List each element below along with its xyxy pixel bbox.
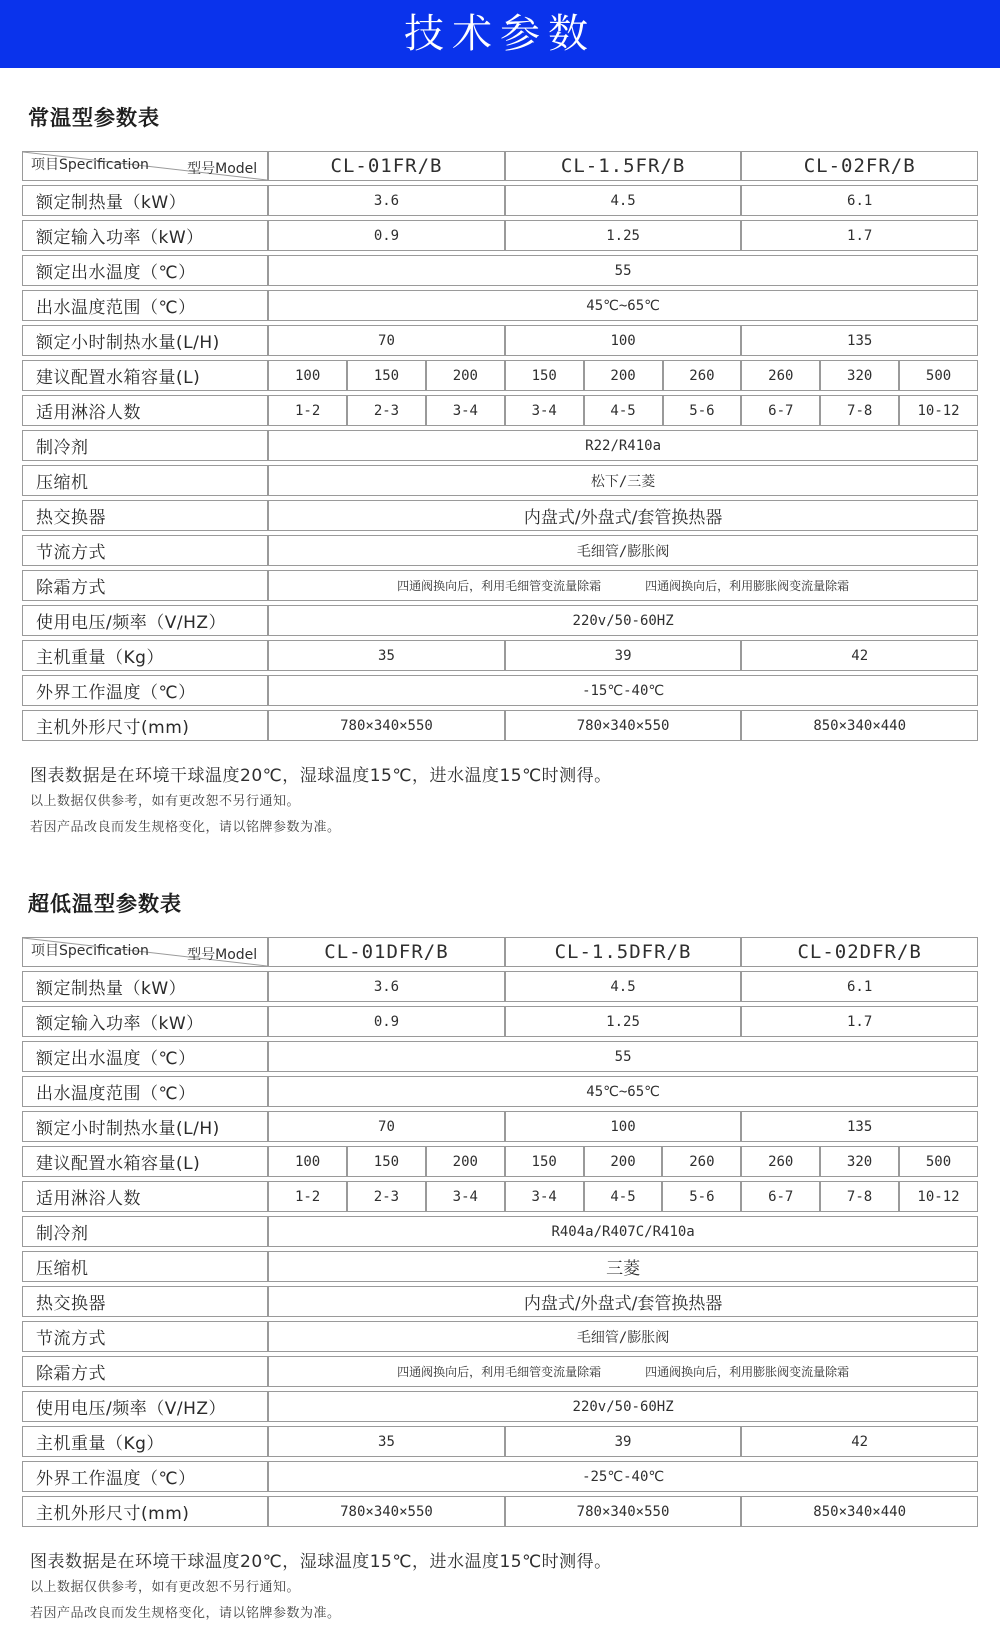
row-label: 适用淋浴人数	[22, 1181, 268, 1212]
value-cell: 42	[741, 1426, 978, 1457]
value-cell: 6-7	[741, 395, 820, 426]
value-cell: R22/R410a	[268, 430, 978, 461]
row-label: 出水温度范围（℃）	[22, 290, 268, 321]
table-notes	[30, 761, 1000, 838]
value-cell: 45℃~65℃	[268, 290, 978, 321]
value-cell: 260	[662, 1146, 741, 1177]
value-cell: 4-5	[584, 395, 663, 426]
value-cell: 三菱	[268, 1251, 978, 1282]
value-cell: 10-12	[899, 395, 978, 426]
value-cell: 100	[505, 325, 742, 356]
table-row	[22, 1041, 978, 1072]
value-cell: 4.5	[505, 971, 742, 1002]
table-row	[22, 1181, 978, 1212]
value-part: 四通阀换向后，利用膨胀阀变流量除霜	[645, 1365, 850, 1380]
table-row	[22, 290, 978, 321]
table-row	[22, 1146, 978, 1177]
value-cell: 780×340×550	[505, 1496, 742, 1527]
row-label: 使用电压/频率（V/HZ）	[22, 1391, 268, 1422]
row-label: 使用电压/频率（V/HZ）	[22, 605, 268, 636]
value-cell: 780×340×550	[268, 710, 505, 741]
table-row	[22, 255, 978, 286]
value-cell: 55	[268, 1041, 978, 1072]
row-label: 主机重量（Kg）	[22, 1426, 268, 1457]
row-label: 额定小时制热水量(L/H)	[22, 1111, 268, 1142]
table-row	[22, 1216, 978, 1247]
row-label: 制冷剂	[22, 430, 268, 461]
table-row	[22, 1496, 978, 1527]
row-label: 压缩机	[22, 1251, 268, 1282]
row-label: 额定输入功率（kW）	[22, 1006, 268, 1037]
value-cell: 100	[268, 360, 347, 391]
row-label: 外界工作温度（℃）	[22, 1461, 268, 1492]
value-cell: 200	[584, 1146, 663, 1177]
table-row	[22, 360, 978, 391]
row-label: 额定小时制热水量(L/H)	[22, 325, 268, 356]
row-label: 热交换器	[22, 1286, 268, 1317]
value-cell: 320	[820, 1146, 899, 1177]
value-cell: 780×340×550	[505, 710, 742, 741]
value-cell: 0.9	[268, 220, 505, 251]
row-label: 热交换器	[22, 500, 268, 531]
table-row	[22, 640, 978, 671]
table-row	[22, 1251, 978, 1282]
value-cell: 1-2	[268, 1181, 347, 1212]
table-row	[22, 605, 978, 636]
note-measurement-conditions: 图表数据是在环境干球温度20℃，湿球温度15℃，进水温度15℃时测得。	[30, 766, 612, 786]
value-cell: 1.25	[505, 1006, 742, 1037]
table-row	[22, 1391, 978, 1422]
value-cell: 5-6	[662, 1181, 741, 1212]
value-cell: 5-6	[663, 395, 742, 426]
row-label: 节流方式	[22, 1321, 268, 1352]
value-cell: 松下/三菱	[268, 465, 978, 496]
row-label: 主机重量（Kg）	[22, 640, 268, 671]
value-cell: 39	[505, 640, 742, 671]
value-cell: 100	[505, 1111, 742, 1142]
row-label: 额定出水温度（℃）	[22, 1041, 268, 1072]
table-row	[22, 710, 978, 741]
value-cell: 2-3	[347, 395, 426, 426]
value-cell	[268, 1356, 978, 1387]
value-cell: 850×340×440	[741, 710, 978, 741]
value-cell: 260	[663, 360, 742, 391]
value-cell: 7-8	[820, 395, 899, 426]
table-row	[22, 395, 978, 426]
value-part: 四通阀换向后，利用膨胀阀变流量除霜	[645, 579, 850, 593]
value-cell: 220v/50-60HZ	[268, 1391, 978, 1422]
row-label: 制冷剂	[22, 1216, 268, 1247]
value-cell: 4-5	[584, 1181, 663, 1212]
value-cell: 135	[741, 1111, 978, 1142]
table-row	[22, 500, 978, 531]
model-header-cell: CL-02FR/B	[741, 151, 978, 181]
value-cell: 6.1	[741, 971, 978, 1002]
value-cell: -15℃-40℃	[268, 675, 978, 706]
note-disclaimer: 若因产品改良而发生规格变化，请以铭牌参数为准。	[30, 1606, 341, 1622]
page-banner	[0, 0, 1000, 68]
table-row	[22, 675, 978, 706]
header-row	[22, 151, 978, 181]
corner-model-label: 型号Model	[187, 947, 258, 964]
value-cell: 500	[899, 360, 978, 391]
table-row	[22, 1356, 978, 1387]
row-label: 出水温度范围（℃）	[22, 1076, 268, 1107]
value-cell: 200	[426, 1146, 505, 1177]
row-label: 额定制热量（kW）	[22, 185, 268, 216]
value-cell: 70	[268, 1111, 505, 1142]
value-cell: 3.6	[268, 185, 505, 216]
value-cell: 135	[741, 325, 978, 356]
row-label: 额定制热量（kW）	[22, 971, 268, 1002]
value-cell: 45℃~65℃	[268, 1076, 978, 1107]
row-label: 额定出水温度（℃）	[22, 255, 268, 286]
value-cell: 3-4	[505, 395, 584, 426]
corner-cell	[22, 151, 268, 181]
value-cell: 4.5	[505, 185, 742, 216]
value-cell: 780×340×550	[268, 1496, 505, 1527]
row-label: 适用淋浴人数	[22, 395, 268, 426]
value-cell: 100	[268, 1146, 347, 1177]
row-label: 主机外形尺寸(mm)	[22, 1496, 268, 1527]
value-cell: 260	[741, 1146, 820, 1177]
ultra-low-temp-section	[0, 888, 1000, 1624]
value-cell: 3-4	[426, 1181, 505, 1212]
note-disclaimer: 若因产品改良而发生规格变化，请以铭牌参数为准。	[30, 820, 341, 836]
header-row	[22, 937, 978, 967]
value-cell: 55	[268, 255, 978, 286]
value-cell: 260	[741, 360, 820, 391]
model-header-cell: CL-01FR/B	[268, 151, 505, 181]
normal-temp-section	[0, 102, 1000, 838]
table-row	[22, 971, 978, 1002]
row-label: 建议配置水箱容量(L)	[22, 360, 268, 391]
content	[0, 102, 1000, 1651]
value-cell: 35	[268, 1426, 505, 1457]
value-cell: 150	[505, 1146, 584, 1177]
corner-spec-label: 项目Specification	[31, 157, 149, 173]
value-cell: 39	[505, 1426, 742, 1457]
value-cell: 42	[741, 640, 978, 671]
table-row	[22, 325, 978, 356]
table-row	[22, 220, 978, 251]
value-cell: 1.25	[505, 220, 742, 251]
table-row	[22, 185, 978, 216]
table-row	[22, 1426, 978, 1457]
value-cell: 3-4	[426, 395, 505, 426]
value-cell: 10-12	[899, 1181, 978, 1212]
corner-model-label: 型号Model	[187, 161, 258, 177]
section-heading-ultra-low: 超低温型参数表	[28, 892, 182, 917]
value-cell: 35	[268, 640, 505, 671]
row-label: 压缩机	[22, 465, 268, 496]
row-label: 除霜方式	[22, 1356, 268, 1387]
table-row	[22, 1286, 978, 1317]
value-cell: 毛细管/膨胀阀	[268, 1321, 978, 1352]
table-row	[22, 1076, 978, 1107]
corner-cell	[22, 937, 268, 967]
row-label: 节流方式	[22, 535, 268, 566]
value-cell: 320	[820, 360, 899, 391]
value-cell: 6.1	[741, 185, 978, 216]
page-title: 技术参数	[404, 11, 596, 57]
value-cell: 6-7	[741, 1181, 820, 1212]
section-heading-normal: 常温型参数表	[28, 106, 160, 130]
note-measurement-conditions: 图表数据是在环境干球温度20℃，湿球温度15℃，进水温度15℃时测得。	[30, 1552, 612, 1573]
value-cell: 150	[505, 360, 584, 391]
note-disclaimer: 以上数据仅供参考，如有更改恕不另行通知。	[30, 1580, 301, 1596]
table-row	[22, 1461, 978, 1492]
table-row	[22, 1006, 978, 1037]
row-label: 除霜方式	[22, 570, 268, 601]
value-cell: 1-2	[268, 395, 347, 426]
value-cell: 7-8	[820, 1181, 899, 1212]
value-cell: 2-3	[347, 1181, 426, 1212]
table-row	[22, 570, 978, 601]
value-cell: 70	[268, 325, 505, 356]
model-header-cell: CL-02DFR/B	[741, 937, 978, 967]
ultra-low-temp-spec-table	[22, 933, 978, 1531]
row-label: 建议配置水箱容量(L)	[22, 1146, 268, 1177]
value-cell: 220v/50-60HZ	[268, 605, 978, 636]
value-cell: 150	[347, 1146, 426, 1177]
row-label: 外界工作温度（℃）	[22, 675, 268, 706]
value-part: 四通阀换向后，利用毛细管变流量除霜	[397, 1365, 602, 1380]
value-cell: 850×340×440	[741, 1496, 978, 1527]
value-cell: 内盘式/外盘式/套管换热器	[268, 1286, 978, 1317]
table-row	[22, 465, 978, 496]
value-cell: 3.6	[268, 971, 505, 1002]
value-cell: -25℃-40℃	[268, 1461, 978, 1492]
value-part: 四通阀换向后，利用毛细管变流量除霜	[397, 579, 602, 593]
value-cell: 1.7	[741, 1006, 978, 1037]
value-cell	[268, 570, 978, 601]
normal-temp-spec-table	[22, 147, 978, 745]
value-cell: 3-4	[505, 1181, 584, 1212]
value-cell: R404a/R407C/R410a	[268, 1216, 978, 1247]
value-cell: 内盘式/外盘式/套管换热器	[268, 500, 978, 531]
note-disclaimer: 以上数据仅供参考，如有更改恕不另行通知。	[30, 794, 301, 809]
table-row	[22, 1321, 978, 1352]
value-cell: 毛细管/膨胀阀	[268, 535, 978, 566]
table-row	[22, 430, 978, 461]
value-cell: 500	[899, 1146, 978, 1177]
model-header-cell: CL-01DFR/B	[268, 937, 505, 967]
corner-spec-label: 项目Specification	[31, 943, 149, 960]
row-label: 主机外形尺寸(mm)	[22, 710, 268, 741]
table-notes	[30, 1547, 1000, 1624]
value-cell: 150	[347, 360, 426, 391]
row-label: 额定输入功率（kW）	[22, 220, 268, 251]
table-row	[22, 1111, 978, 1142]
value-cell: 1.7	[741, 220, 978, 251]
table-row	[22, 535, 978, 566]
value-cell: 0.9	[268, 1006, 505, 1037]
value-cell: 200	[426, 360, 505, 391]
model-header-cell: CL-1.5FR/B	[505, 151, 742, 181]
value-cell: 200	[584, 360, 663, 391]
model-header-cell: CL-1.5DFR/B	[505, 937, 742, 967]
